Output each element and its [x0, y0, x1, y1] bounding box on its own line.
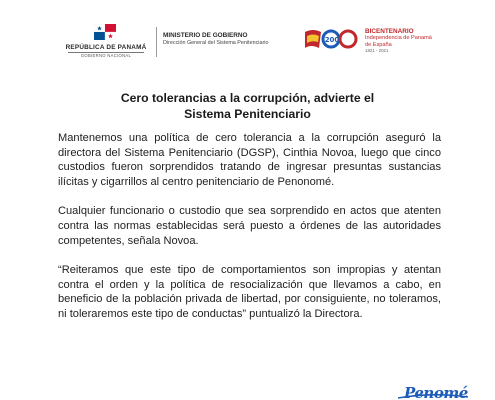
panama-subtitle: GOBIERNO NACIONAL [80, 53, 132, 58]
bicentenario-logo [303, 26, 361, 52]
footer-logo [398, 384, 495, 400]
bicentenario-line1: Independencia de Panamá [365, 35, 432, 41]
article-title-line-2: Sistema Penitenciario [184, 107, 311, 121]
panama-government-logo [60, 22, 152, 68]
bicentenario-line2: de España [365, 41, 392, 48]
article-title-line-1: Cero tolerancias a la corrupción, advierte el [120, 91, 375, 105]
header-divider [156, 27, 157, 57]
letterhead [0, 22, 495, 72]
ministry-subtitle: Dirección General del Sistema Penitenciario [163, 40, 269, 46]
footer-swoosh-icon [398, 394, 468, 400]
article-body [58, 131, 441, 336]
bicentenario-title: BICENTENARIO [365, 28, 414, 35]
ministry-name: MINISTERIO DE GOBIERNO [163, 32, 248, 39]
footer-logo-text: Penomé [404, 384, 468, 400]
bicentenario-text [365, 28, 475, 54]
bicentenario-number: 200 [324, 36, 340, 44]
article-paragraph-1: Mantenemos una política de cero tolerancia a la corrupción aseguró la directora del Sistema Penitenciario (DGSP), Cinthia Novoa, luego que cinco custodios fueron sorprendidos tratando de ingresar presuntas sustancias ilícitas y cigarrillos al centro penitenciario de Penonomé. [58, 132, 441, 189]
article-title [0, 90, 495, 122]
panama-flag-icon [94, 24, 116, 40]
article-paragraph-2: Cualquier funcionario o custodio que sea sorprendido en actos que atenten contra las normas establecidas será puesto a órdenes de las autoridades competentes, señala Novoa. [58, 205, 441, 247]
article-paragraph-3: “Reiteramos que este tipo de comportamientos son impropias y atentan contra el orden y la política de resocialización que llevamos a cabo, en beneficio de la población privada de libertad, por consiguiente, no toleramos, ni toleraremos este tipo de conductas” puntualizó la Directora. [58, 263, 441, 321]
ministry-block [163, 32, 303, 47]
bicentenario-years: 1821 - 2021 [365, 48, 389, 53]
panama-title: REPÚBLICA DE PANAMÁ [65, 44, 147, 51]
